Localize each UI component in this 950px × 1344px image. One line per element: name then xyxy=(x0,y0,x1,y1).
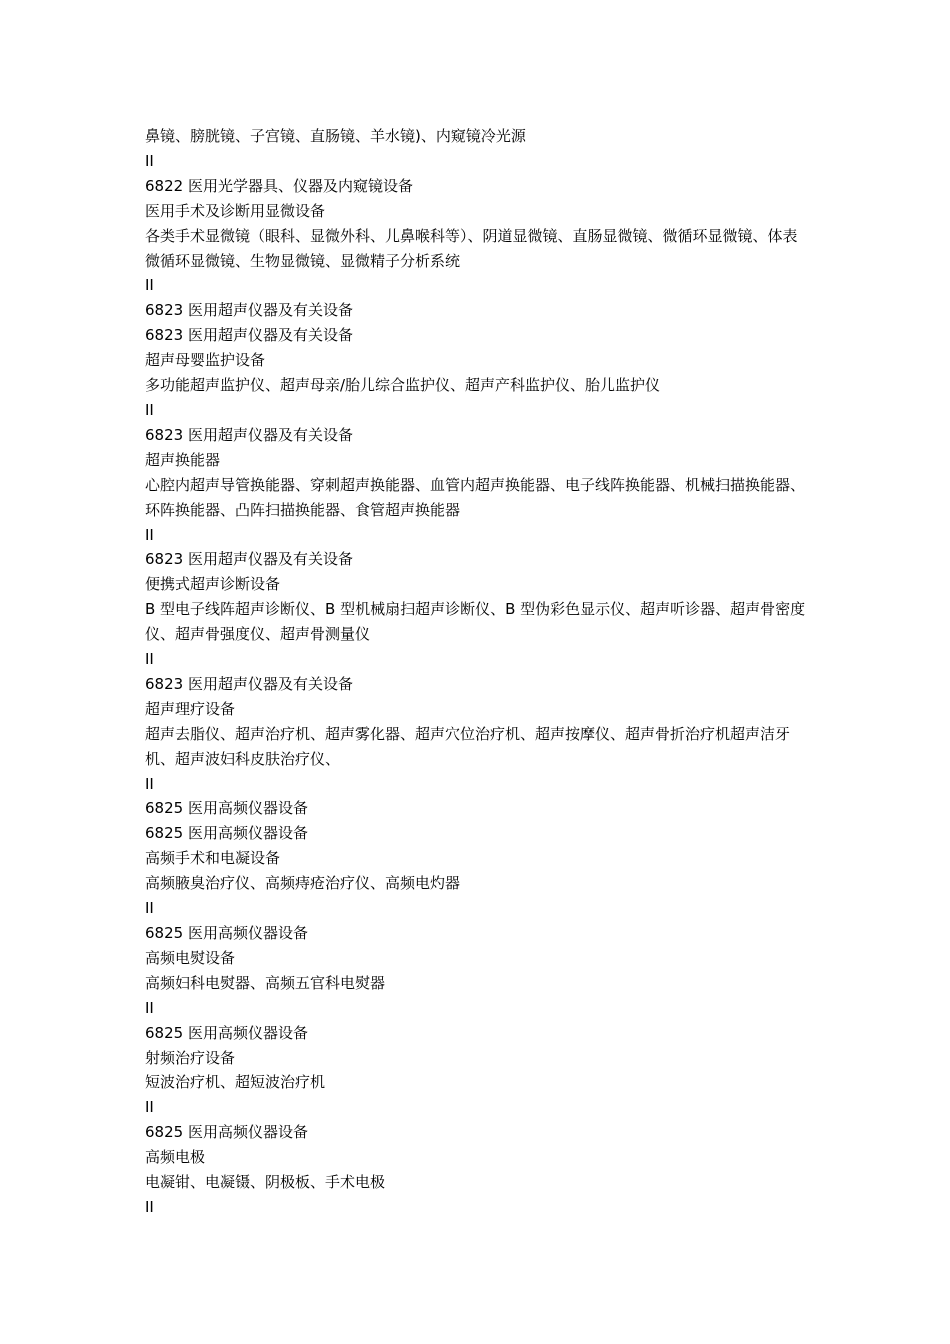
class-marker: II xyxy=(145,400,154,419)
product-name: 超声理疗设备 xyxy=(145,699,236,718)
product-name: 高频电熨设备 xyxy=(145,948,236,967)
category-heading: 6825 医用高频仪器设备 xyxy=(145,924,308,942)
category-heading: 6823 医用超声仪器及有关设备 xyxy=(145,674,353,693)
product-name: 便携式超声诊断设备 xyxy=(145,575,281,594)
product-name: 超声母婴监护设备 xyxy=(145,351,266,370)
product-examples: 各类手术显微镜（眼科、显微外科、儿鼻喉科等）、阴道显微镜、直肠显微镜、微循环显微镜、体表微循环显微镜、生物显微镜、显微精子分析系统 xyxy=(145,226,798,270)
product-examples: 超声去脂仪、超声治疗机、超声雾化器、超声穴位治疗机、超声按摩仪、超声骨折治疗机超声洁牙机、超声波妇科皮肤治疗仪、 xyxy=(145,724,791,768)
class-marker: II xyxy=(145,899,154,918)
class-marker: II xyxy=(145,276,154,295)
category-heading: 6823 医用超声仪器及有关设备 xyxy=(145,550,353,569)
product-examples: 多功能超声监护仪、超声母亲/胎儿综合监护仪、超声产科监护仪、胎儿监护仪 xyxy=(145,376,661,395)
class-marker: II xyxy=(145,774,154,793)
product-examples: 高频妇科电熨器、高频五官科电熨器 xyxy=(145,973,386,992)
category-heading: 6825 医用高频仪器设备 xyxy=(145,1023,308,1042)
class-marker: II xyxy=(145,998,154,1017)
product-examples: B 型电子线阵超声诊断仪、B 型机械扇扫超声诊断仪、B 型伪彩色显示仪、超声听诊器、超声骨密度仪、超声骨强度仪、超声骨测量仪 xyxy=(145,600,806,644)
product-name: 高频手术和电凝设备 xyxy=(145,849,281,868)
product-examples: 电凝钳、电凝镊、阴极板、手术电极 xyxy=(145,1173,386,1192)
class-marker: II xyxy=(145,1197,154,1216)
class-marker: II xyxy=(145,1098,154,1117)
category-heading: 6823 医用超声仪器及有关设备 xyxy=(145,425,353,444)
category-heading: 6825 医用高频仪器设备 xyxy=(145,824,308,843)
category-heading: 6823 医用超声仪器及有关设备 xyxy=(145,301,353,320)
category-heading: 6822 医用光学器具、仪器及内窥镜设备 xyxy=(145,176,413,195)
class-marker: II xyxy=(145,650,154,669)
product-examples: 高频腋臭治疗仪、高频痔疮治疗仪、高频电灼器 xyxy=(145,874,461,893)
product-examples: 短波治疗机、超短波治疗机 xyxy=(145,1073,326,1092)
class-marker: II xyxy=(145,525,154,544)
category-heading: 6825 医用高频仪器设备 xyxy=(145,1123,308,1142)
category-heading: 6825 医用高频仪器设备 xyxy=(145,799,308,818)
product-name: 医用手术及诊断用显微设备 xyxy=(145,201,326,220)
text-line: 鼻镜、膀胱镜、子宫镜、直肠镜、羊水镜)、内窥镜冷光源 xyxy=(145,127,526,145)
product-examples: 心腔内超声导管换能器、穿刺超声换能器、血管内超声换能器、电子线阵换能器、机械扫描换能器、环阵换能器、凸阵扫描换能器、食管超声换能器 xyxy=(145,475,806,519)
product-name: 高频电极 xyxy=(145,1148,206,1167)
document-body xyxy=(145,124,810,1220)
category-heading: 6823 医用超声仪器及有关设备 xyxy=(145,326,353,345)
product-name: 射频治疗设备 xyxy=(145,1048,236,1067)
product-name: 超声换能器 xyxy=(145,450,221,469)
class-marker: II xyxy=(145,151,154,170)
